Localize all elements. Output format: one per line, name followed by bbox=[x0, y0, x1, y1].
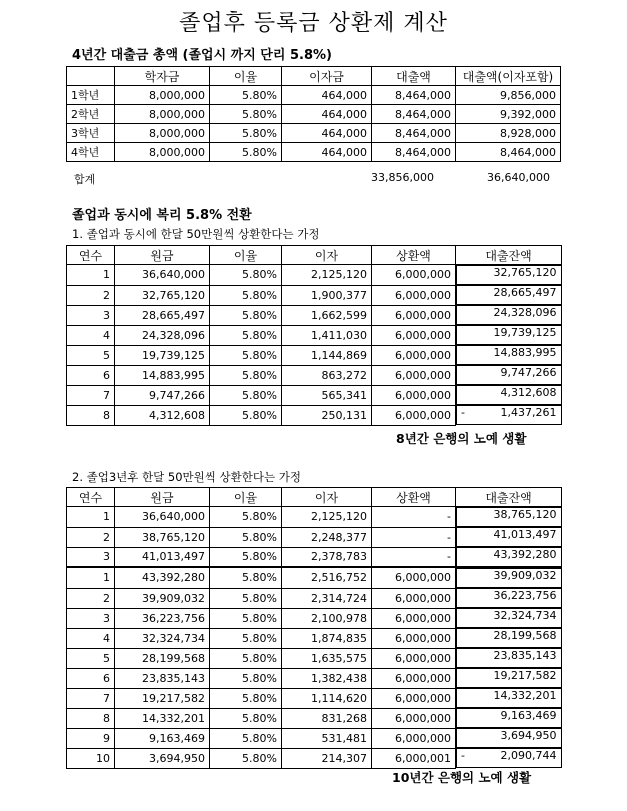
principal-cell: 28,665,497 bbox=[115, 305, 210, 325]
balance-value: 9,163,469 bbox=[500, 709, 557, 722]
rate-cell: 5.80% bbox=[210, 305, 282, 325]
balance-cell bbox=[456, 567, 562, 588]
interest-cell: 464,000 bbox=[282, 124, 372, 143]
year-cell: 9 bbox=[67, 728, 115, 748]
table-row bbox=[67, 325, 562, 345]
principal-cell: 4,312,608 bbox=[115, 405, 210, 425]
repayment-cell: 6,000,000 bbox=[372, 668, 456, 688]
rate-cell: 5.80% bbox=[210, 385, 282, 405]
repayment-cell: 6,000,001 bbox=[372, 748, 456, 768]
loan-cell: 8,464,000 bbox=[372, 124, 456, 143]
case2-repayment-table bbox=[66, 487, 562, 769]
table-row bbox=[67, 708, 562, 728]
total-loan-with-interest: 36,640,000 bbox=[487, 171, 550, 184]
repayment-cell: 6,000,000 bbox=[372, 628, 456, 648]
column-header: 대출잔액 bbox=[456, 488, 562, 507]
interest-cell: 1,382,438 bbox=[282, 668, 372, 688]
rate-cell: 5.80% bbox=[210, 527, 282, 547]
balance-cell bbox=[456, 365, 562, 385]
repayment-cell: 6,000,000 bbox=[372, 708, 456, 728]
principal-cell: 3,694,950 bbox=[115, 748, 210, 768]
interest-cell: 2,516,752 bbox=[282, 567, 372, 588]
rate-cell: 5.80% bbox=[210, 608, 282, 628]
column-header: 원금 bbox=[115, 246, 210, 265]
year-cell: 5 bbox=[67, 345, 115, 365]
balance-cell bbox=[456, 688, 562, 708]
principal-cell: 28,199,568 bbox=[115, 648, 210, 668]
table-row bbox=[67, 527, 562, 547]
balance-cell bbox=[456, 527, 562, 547]
principal-cell: 38,765,120 bbox=[115, 527, 210, 547]
total-loan: 33,856,000 bbox=[371, 171, 434, 184]
principal-cell: 36,640,000 bbox=[115, 265, 210, 286]
repayment-cell: 6,000,000 bbox=[372, 588, 456, 608]
rate-cell: 5.80% bbox=[210, 668, 282, 688]
column-header: 대출잔액 bbox=[456, 246, 562, 265]
principal-cell: 9,163,469 bbox=[115, 728, 210, 748]
repayment-cell: 6,000,000 bbox=[372, 345, 456, 365]
principal-cell: 9,747,266 bbox=[115, 385, 210, 405]
interest-cell: 1,662,599 bbox=[282, 305, 372, 325]
balance-value: 43,392,280 bbox=[493, 548, 557, 561]
repayment-cell: 6,000,000 bbox=[372, 265, 456, 286]
table-row bbox=[67, 86, 561, 105]
interest-cell: 464,000 bbox=[282, 105, 372, 124]
repayment-cell: 6,000,000 bbox=[372, 648, 456, 668]
table-row bbox=[67, 728, 562, 748]
table-row bbox=[67, 547, 562, 567]
balance-value: 32,765,120 bbox=[493, 266, 557, 279]
balance-value: 19,739,125 bbox=[493, 326, 557, 339]
section2-heading: 졸업과 동시에 복리 5.8% 전환 bbox=[72, 208, 252, 223]
balance-value: 38,765,120 bbox=[493, 508, 557, 521]
balance-cell bbox=[456, 547, 562, 567]
balance-cell bbox=[456, 628, 562, 648]
column-header: 이자금 bbox=[282, 67, 372, 86]
rate-cell: 5.80% bbox=[210, 588, 282, 608]
column-header: 이자 bbox=[282, 488, 372, 507]
column-header: 연수 bbox=[67, 246, 115, 265]
column-header: 이율 bbox=[210, 488, 282, 507]
rate-cell: 5.80% bbox=[210, 105, 282, 124]
balance-value: 2,090,744 bbox=[500, 749, 557, 762]
tuition-cell: 8,000,000 bbox=[115, 143, 210, 162]
principal-cell: 36,223,756 bbox=[115, 608, 210, 628]
principal-cell: 41,013,497 bbox=[115, 547, 210, 567]
table-row bbox=[67, 385, 562, 405]
interest-cell: 1,900,377 bbox=[282, 285, 372, 305]
balance-value: 3,694,950 bbox=[500, 729, 557, 742]
balance-cell bbox=[456, 405, 562, 425]
column-header: 이율 bbox=[210, 67, 282, 86]
column-header: 대출액(이자포함) bbox=[456, 67, 561, 86]
balance-value: 4,312,608 bbox=[500, 386, 557, 399]
balance-value: 41,013,497 bbox=[493, 528, 557, 541]
principal-cell: 14,332,201 bbox=[115, 708, 210, 728]
year-cell: 8 bbox=[67, 708, 115, 728]
principal-cell: 19,217,582 bbox=[115, 688, 210, 708]
table-row bbox=[67, 748, 562, 768]
balance-value: 9,747,266 bbox=[500, 366, 557, 379]
case1-note: 8년간 은행의 노예 생활 bbox=[396, 431, 527, 446]
table-row bbox=[67, 143, 561, 162]
interest-cell: 2,248,377 bbox=[282, 527, 372, 547]
rate-cell: 5.80% bbox=[210, 748, 282, 768]
loan-with-interest-cell: 9,856,000 bbox=[456, 86, 561, 105]
year-cell: 6 bbox=[67, 668, 115, 688]
table-row bbox=[67, 124, 561, 143]
balance-cell bbox=[456, 305, 562, 325]
balance-value: 14,332,201 bbox=[493, 689, 557, 702]
table-row bbox=[67, 105, 561, 124]
balance-cell bbox=[456, 285, 562, 305]
repayment-cell: - bbox=[372, 527, 456, 547]
table-row bbox=[67, 588, 562, 608]
loan-with-interest-cell: 9,392,000 bbox=[456, 105, 561, 124]
total-label: 합계 bbox=[74, 173, 96, 186]
balance-cell bbox=[456, 668, 562, 688]
column-header: 원금 bbox=[115, 488, 210, 507]
balance-value: 1,437,261 bbox=[500, 406, 557, 419]
table-row bbox=[67, 265, 562, 286]
interest-cell: 1,114,620 bbox=[282, 688, 372, 708]
year-label: 1학년 bbox=[67, 86, 115, 105]
repayment-cell: 6,000,000 bbox=[372, 285, 456, 305]
column-header: 대출액 bbox=[372, 67, 456, 86]
rate-cell: 5.80% bbox=[210, 628, 282, 648]
balance-cell bbox=[456, 708, 562, 728]
year-cell: 1 bbox=[67, 507, 115, 528]
interest-cell: 1,635,575 bbox=[282, 648, 372, 668]
balance-cell bbox=[456, 588, 562, 608]
rate-cell: 5.80% bbox=[210, 728, 282, 748]
repayment-cell: 6,000,000 bbox=[372, 385, 456, 405]
table-row bbox=[67, 608, 562, 628]
balance-value: 14,883,995 bbox=[493, 346, 557, 359]
table-header-row bbox=[67, 246, 562, 265]
table-row bbox=[67, 405, 562, 425]
loan-cell: 8,464,000 bbox=[372, 105, 456, 124]
balance-cell bbox=[456, 608, 562, 628]
year-cell: 2 bbox=[67, 285, 115, 305]
interest-cell: 2,125,120 bbox=[282, 265, 372, 286]
repayment-cell: 6,000,000 bbox=[372, 405, 456, 425]
interest-cell: 2,100,978 bbox=[282, 608, 372, 628]
balance-cell bbox=[456, 507, 562, 527]
year-cell: 10 bbox=[67, 748, 115, 768]
loan-with-interest-cell: 8,464,000 bbox=[456, 143, 561, 162]
year-cell: 6 bbox=[67, 365, 115, 385]
column-header: 상환액 bbox=[372, 246, 456, 265]
table-row bbox=[67, 305, 562, 325]
balance-cell bbox=[456, 325, 562, 345]
column-header: 상환액 bbox=[372, 488, 456, 507]
interest-cell: 531,481 bbox=[282, 728, 372, 748]
year-label: 4학년 bbox=[67, 143, 115, 162]
interest-cell: 1,874,835 bbox=[282, 628, 372, 648]
loan-cell: 8,464,000 bbox=[372, 86, 456, 105]
interest-cell: 464,000 bbox=[282, 86, 372, 105]
year-cell: 5 bbox=[67, 648, 115, 668]
balance-value: 32,324,734 bbox=[493, 609, 557, 622]
rate-cell: 5.80% bbox=[210, 688, 282, 708]
column-header: 이율 bbox=[210, 246, 282, 265]
interest-cell: 2,125,120 bbox=[282, 507, 372, 528]
principal-cell: 39,909,032 bbox=[115, 588, 210, 608]
principal-cell: 14,883,995 bbox=[115, 365, 210, 385]
year-cell: 4 bbox=[67, 628, 115, 648]
year-cell: 7 bbox=[67, 688, 115, 708]
rate-cell: 5.80% bbox=[210, 143, 282, 162]
balance-sign: - bbox=[461, 406, 465, 419]
repayment-cell: 6,000,000 bbox=[372, 305, 456, 325]
balance-value: 28,665,497 bbox=[493, 286, 557, 299]
tuition-cell: 8,000,000 bbox=[115, 105, 210, 124]
rate-cell: 5.80% bbox=[210, 567, 282, 588]
balance-cell bbox=[456, 385, 562, 405]
repayment-cell: - bbox=[372, 507, 456, 528]
table-row bbox=[67, 628, 562, 648]
year-label: 2학년 bbox=[67, 105, 115, 124]
year-label: 3학년 bbox=[67, 124, 115, 143]
rate-cell: 5.80% bbox=[210, 325, 282, 345]
year-cell: 1 bbox=[67, 265, 115, 286]
principal-cell: 19,739,125 bbox=[115, 345, 210, 365]
principal-cell: 32,765,120 bbox=[115, 285, 210, 305]
balance-sign: - bbox=[461, 749, 465, 762]
rate-cell: 5.80% bbox=[210, 86, 282, 105]
table-header-row bbox=[67, 67, 561, 86]
year-cell: 4 bbox=[67, 325, 115, 345]
table-row bbox=[67, 507, 562, 528]
balance-value: 19,217,582 bbox=[493, 669, 557, 682]
repayment-cell: - bbox=[372, 547, 456, 567]
balance-cell bbox=[456, 345, 562, 365]
repayment-cell: 6,000,000 bbox=[372, 688, 456, 708]
principal-cell: 23,835,143 bbox=[115, 668, 210, 688]
principal-cell: 32,324,734 bbox=[115, 628, 210, 648]
repayment-cell: 6,000,000 bbox=[372, 728, 456, 748]
year-cell: 3 bbox=[67, 608, 115, 628]
table-row bbox=[67, 567, 562, 588]
year-cell: 2 bbox=[67, 527, 115, 547]
tuition-cell: 8,000,000 bbox=[115, 124, 210, 143]
table-row bbox=[67, 688, 562, 708]
rate-cell: 5.80% bbox=[210, 648, 282, 668]
year-cell: 7 bbox=[67, 385, 115, 405]
repayment-cell: 6,000,000 bbox=[372, 608, 456, 628]
rate-cell: 5.80% bbox=[210, 547, 282, 567]
rate-cell: 5.80% bbox=[210, 285, 282, 305]
principal-cell: 36,640,000 bbox=[115, 507, 210, 528]
interest-cell: 565,341 bbox=[282, 385, 372, 405]
rate-cell: 5.80% bbox=[210, 507, 282, 528]
loan-with-interest-cell: 8,928,000 bbox=[456, 124, 561, 143]
year-cell: 3 bbox=[67, 305, 115, 325]
table-row bbox=[67, 648, 562, 668]
interest-cell: 464,000 bbox=[282, 143, 372, 162]
table-row bbox=[67, 668, 562, 688]
interest-cell: 250,131 bbox=[282, 405, 372, 425]
rate-cell: 5.80% bbox=[210, 265, 282, 286]
interest-cell: 1,411,030 bbox=[282, 325, 372, 345]
balance-value: 36,223,756 bbox=[493, 589, 557, 602]
rate-cell: 5.80% bbox=[210, 365, 282, 385]
table-row bbox=[67, 345, 562, 365]
table-header-row bbox=[67, 488, 562, 507]
table-row bbox=[67, 285, 562, 305]
column-header: 학자금 bbox=[115, 67, 210, 86]
table-row bbox=[67, 365, 562, 385]
loan-total-table bbox=[66, 66, 561, 162]
balance-cell bbox=[456, 748, 562, 768]
principal-cell: 24,328,096 bbox=[115, 325, 210, 345]
repayment-cell: 6,000,000 bbox=[372, 567, 456, 588]
case1-repayment-table bbox=[66, 245, 562, 426]
repayment-cell: 6,000,000 bbox=[372, 325, 456, 345]
page-title: 졸업후 등록금 상환제 계산 bbox=[179, 11, 448, 36]
section1-heading: 4년간 대출금 총액 (졸업시 까지 단리 5.8%) bbox=[72, 48, 332, 63]
rate-cell: 5.80% bbox=[210, 708, 282, 728]
interest-cell: 863,272 bbox=[282, 365, 372, 385]
interest-cell: 1,144,869 bbox=[282, 345, 372, 365]
column-header bbox=[67, 67, 115, 86]
repayment-cell: 6,000,000 bbox=[372, 365, 456, 385]
interest-cell: 2,314,724 bbox=[282, 588, 372, 608]
principal-cell: 43,392,280 bbox=[115, 567, 210, 588]
loan-cell: 8,464,000 bbox=[372, 143, 456, 162]
year-cell: 1 bbox=[67, 567, 115, 588]
balance-value: 39,909,032 bbox=[493, 569, 557, 582]
year-cell: 8 bbox=[67, 405, 115, 425]
year-cell: 2 bbox=[67, 588, 115, 608]
rate-cell: 5.80% bbox=[210, 405, 282, 425]
interest-cell: 831,268 bbox=[282, 708, 372, 728]
column-header: 이자 bbox=[282, 246, 372, 265]
column-header: 연수 bbox=[67, 488, 115, 507]
balance-value: 28,199,568 bbox=[493, 629, 557, 642]
case2-note: 10년간 은행의 노예 생활 bbox=[392, 770, 532, 785]
interest-cell: 2,378,783 bbox=[282, 547, 372, 567]
balance-value: 23,835,143 bbox=[493, 649, 557, 662]
balance-cell bbox=[456, 648, 562, 668]
rate-cell: 5.80% bbox=[210, 345, 282, 365]
year-cell: 3 bbox=[67, 547, 115, 567]
balance-value: 24,328,096 bbox=[493, 306, 557, 319]
balance-cell bbox=[456, 265, 562, 285]
balance-cell bbox=[456, 728, 562, 748]
case1-subtitle: 1. 졸업과 동시에 한달 50만원씩 상환한다는 가정 bbox=[72, 227, 320, 241]
rate-cell: 5.80% bbox=[210, 124, 282, 143]
case2-subtitle: 2. 졸업3년후 한달 50만원씩 상환한다는 가정 bbox=[72, 470, 301, 484]
interest-cell: 214,307 bbox=[282, 748, 372, 768]
tuition-cell: 8,000,000 bbox=[115, 86, 210, 105]
